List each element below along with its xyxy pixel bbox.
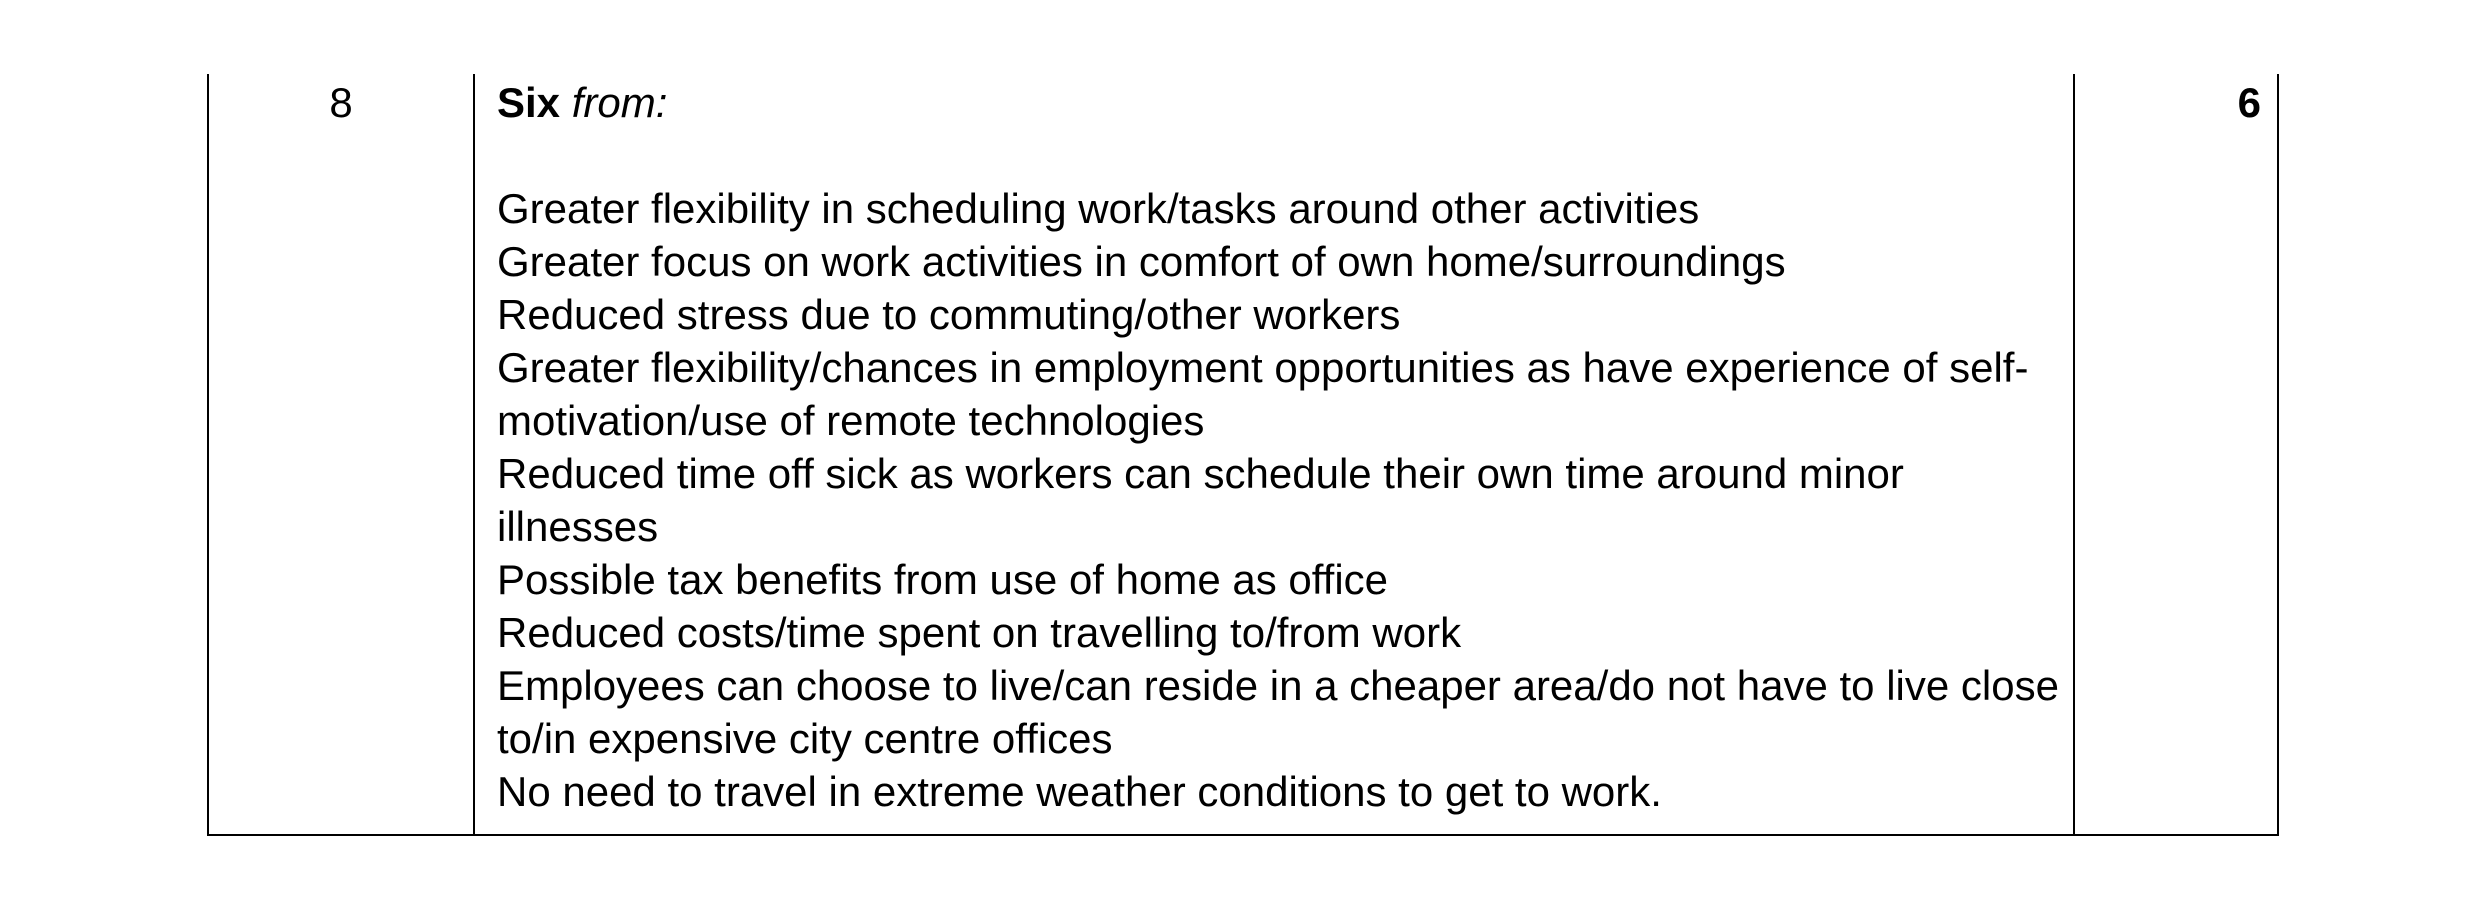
- answer-point: No need to travel in extreme weather conditions to get to work.: [497, 768, 1662, 815]
- answer-point: Reduced stress due to commuting/other workers: [497, 291, 1401, 338]
- question-number: 8: [329, 79, 353, 126]
- answer-point: Greater flexibility/chances in employment opportunities as have experience of self-motivation/use of remote technologies: [497, 344, 2029, 444]
- column-divider: [473, 74, 475, 834]
- column-divider: [2073, 74, 2075, 834]
- answer-point: Greater flexibility in scheduling work/tasks around other activities: [497, 185, 1700, 232]
- marks-value: 6: [2237, 79, 2261, 126]
- answer-heading: [497, 76, 2067, 129]
- answer-point: Reduced time off sick as workers can schedule their own time around minor illnesses: [497, 450, 1904, 550]
- answer-point: Greater focus on work activities in comfort of own home/surroundings: [497, 238, 1786, 285]
- mark-scheme-table: [207, 74, 2279, 836]
- answer-point: Employees can choose to live/can reside in a cheaper area/do not have to live close to/in expensive city centre offices: [497, 662, 2059, 762]
- answer-point: Possible tax benefits from use of home as office: [497, 556, 1389, 603]
- answer-point: Reduced costs/time spent on travelling to/from work: [497, 609, 1462, 656]
- heading-count: Six: [497, 79, 561, 126]
- answer-cell: [497, 74, 2067, 818]
- heading-from: from:: [571, 79, 668, 126]
